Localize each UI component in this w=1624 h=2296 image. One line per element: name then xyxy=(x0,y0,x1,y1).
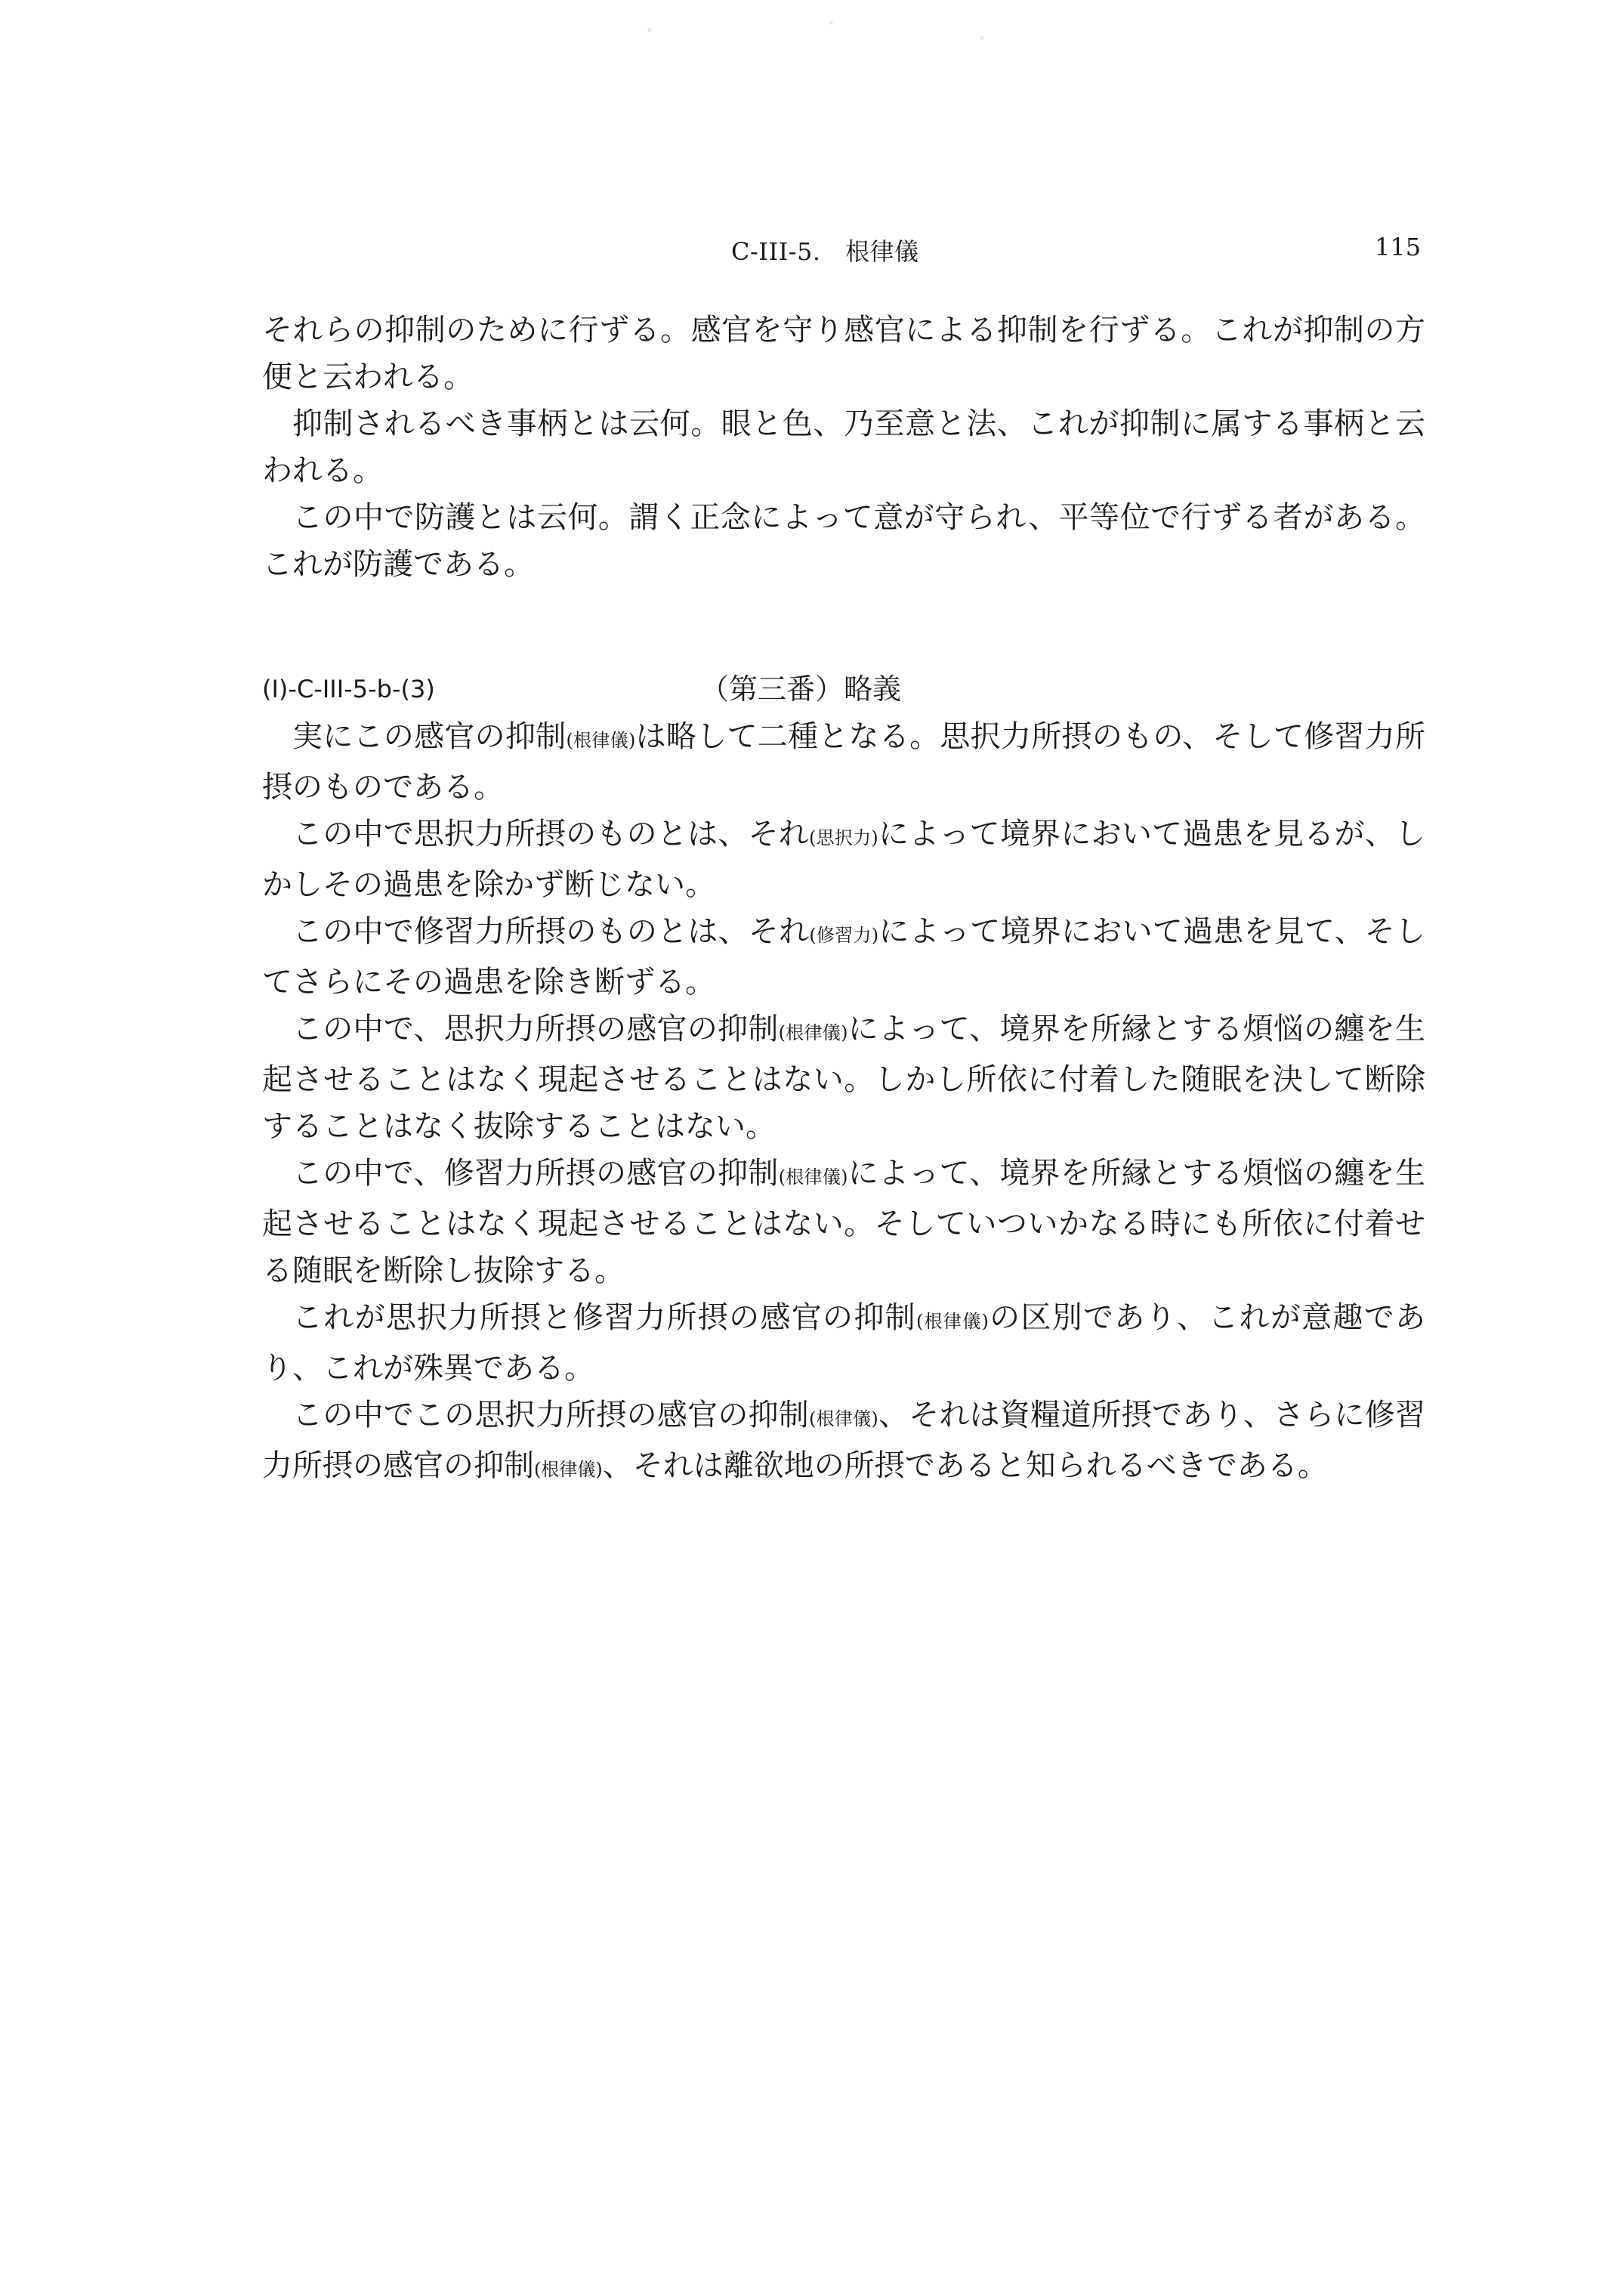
paragraph-text: この中でこの思択力所摂の感官の抑制 xyxy=(292,1398,810,1432)
paragraph-text: この中で、思択力所摂の感官の抑制 xyxy=(292,1012,779,1046)
paragraph-text: の区別であり、これが意趣であり、これが殊異である。 xyxy=(262,1300,1426,1386)
paragraph-text: この中で修習力所摂のものとは、それ xyxy=(292,914,810,949)
paragraph-text: この中で思択力所摂のものとは、それ xyxy=(292,817,810,851)
scan-noise xyxy=(0,0,1624,60)
section-title: （第三番）略義 xyxy=(700,672,902,706)
page-number: 115 xyxy=(1375,233,1422,261)
paragraph-text: によって、境界を所縁とする煩悩の纏を生起させることはなく現起させることはない。しかし所依に付着した随眠を決して断除することはなく抜除することはない。 xyxy=(262,1012,1425,1144)
paragraph xyxy=(262,1294,1425,1392)
inline-note: (根律儀) xyxy=(778,1167,848,1188)
inline-note: (思択力) xyxy=(809,827,878,848)
paragraph-text: 、それは資糧道所摂であり、さらに修習力所摂の感官の抑制 xyxy=(262,1398,1426,1483)
inline-note: (根律儀) xyxy=(534,1459,603,1480)
inline-note: (根律儀) xyxy=(809,1408,878,1429)
paragraph xyxy=(262,811,1425,908)
paragraph xyxy=(262,1006,1425,1150)
section-id: (I)-C-III-5-b-(3) xyxy=(262,675,435,703)
paragraph xyxy=(262,713,1425,811)
paragraph-text: これが思択力所摂と修習力所摂の感官の抑制 xyxy=(292,1300,916,1335)
inline-note: (根律儀) xyxy=(778,1022,848,1043)
paragraph: 抑制されるべき事柄とは云何。眼と色、乃至意と法、これが抑制に属する事柄と云われる。 xyxy=(262,406,1425,488)
running-head: C-III-5. 根律儀 xyxy=(731,237,919,266)
paragraph-text: この中で、修習力所摂の感官の抑制 xyxy=(292,1156,779,1191)
paragraph-text: によって、境界を所縁とする煩悩の纏を生起させることはなく現起させることはない。そしていついかなる時にも所依に付着せる随眠を断除し抜除する。 xyxy=(262,1156,1425,1288)
paragraph xyxy=(262,1150,1425,1294)
inline-note: (根律儀) xyxy=(566,730,636,751)
paragraph xyxy=(262,908,1425,1006)
paragraph-text: によって境界において過患を見て、そしてさらにその過患を除き断ずる。 xyxy=(262,914,1425,1000)
paragraph-text: 、それは離欲地の所摂であると知られるべきである。 xyxy=(602,1448,1328,1483)
paragraph: この中で防護とは云何。謂く正念によって意が守られ、平等位で行ずる者がある。これが防護である。 xyxy=(262,500,1425,582)
body-text-top xyxy=(262,307,1425,588)
paragraph: それらの抑制のために行ずる。感官を守り感官による抑制を行ずる。これが抑制の方便と云われる。 xyxy=(262,313,1425,394)
inline-note: (修習力) xyxy=(809,925,879,946)
paragraph-text: は略して二種となる。思択力所摂のもの、そして修習力所摂のものである。 xyxy=(262,719,1425,805)
inline-note: (根律儀) xyxy=(915,1311,989,1332)
paragraph-text: によって境界において過患を見るが、しかしその過患を除かず断じない。 xyxy=(262,817,1426,902)
paragraph xyxy=(262,1392,1425,1493)
paragraph-text: 実にこの感官の抑制 xyxy=(292,719,567,754)
body-text-bottom xyxy=(262,713,1425,1493)
